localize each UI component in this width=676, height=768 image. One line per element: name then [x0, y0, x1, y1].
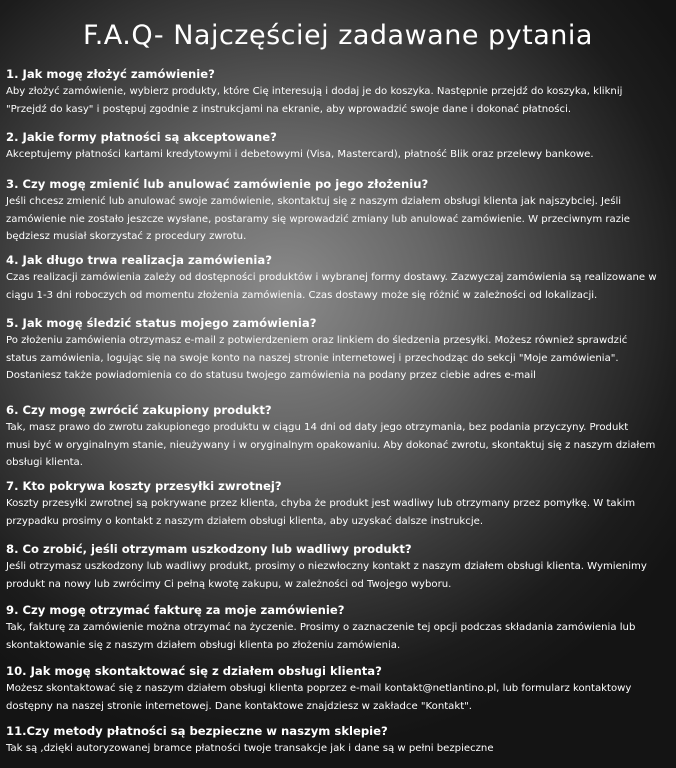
faq-item	[6, 402, 668, 472]
faq-item	[6, 315, 668, 385]
faq-answer: Tak, masz prawo do zwrotu zakupionego produktu w ciągu 14 dni od daty jego otrzymania, bez podania przyczyny. Produkt musi być w oryginalnym stanie, nieużywany i w oryginalnym opakowaniu. Aby dokonać zwrotu, skontaktuj się z naszym działem obsługi klienta.	[6, 422, 656, 469]
faq-question: 1. Jak mogę złożyć zamówienie?	[6, 67, 215, 81]
faq-item	[6, 663, 668, 715]
faq-answer: Jeśli chcesz zmienić lub anulować swoje zamówienie, skontaktuj się z naszym działem obsługi klienta jak najszybciej. Jeśli zamówienie nie zostało jeszcze wysłane, postaramy się wprowadzić zmiany lub anulować zamówienie. W przeciwnym razie będziesz musiał skorzystać z procedury zwrotu.	[6, 196, 631, 243]
faq-question: 11.Czy metody płatności są bezpieczne w naszym sklepie?	[6, 724, 388, 738]
faq-question: 9. Czy mogę otrzymać fakturę za moje zamówienie?	[6, 603, 345, 617]
faq-question: 6. Czy mogę zwrócić zakupiony produkt?	[6, 403, 272, 417]
faq-answer: Czas realizacji zamówienia zależy od dostępności produktów i wybranej formy dostawy. Zazwyczaj zamówienia są realizowane w ciągu 1-3 dni roboczych od momentu złożenia zamówienia. Czas dostawy może się różnić w zależności od lokalizacji.	[6, 272, 657, 301]
faq-answer: Jeśli otrzymasz uszkodzony lub wadliwy produkt, prosimy o niezwłoczny kontakt z naszym działem obsługi klienta. Wymienimy produkt na nowy lub zwrócimy Ci pełną kwotę zakupu, w zależności od Twojego wyboru.	[6, 561, 647, 590]
faq-question: 4. Jak długo trwa realizacja zamówienia?	[6, 253, 272, 267]
faq-question: 2. Jakie formy płatności są akceptowane?	[6, 130, 277, 144]
faq-item	[6, 478, 668, 530]
faq-question: 3. Czy mogę zmienić lub anulować zamówienie po jego złożeniu?	[6, 177, 429, 191]
faq-question: 7. Kto pokrywa koszty przesyłki zwrotnej?	[6, 479, 282, 493]
faq-item	[6, 723, 668, 758]
faq-item	[6, 541, 668, 593]
faq-item	[6, 66, 668, 118]
faq-question: 8. Co zrobić, jeśli otrzymam uszkodzony lub wadliwy produkt?	[6, 542, 412, 556]
faq-item	[6, 129, 668, 164]
page-title: F.A.Q- Najczęściej zadawane pytania	[83, 20, 593, 51]
faq-question: 10. Jak mogę skontaktować się z działem obsługi klienta?	[6, 664, 382, 678]
faq-answer: Możesz skontaktować się z naszym działem obsługi klienta poprzez e-mail kontakt@netlantino.pl, lub formularz kontaktowy dostępny na naszej stronie internetowej. Dane kontaktowe znajdziesz w zakładce "Kontakt".	[6, 683, 632, 712]
faq-item	[6, 176, 668, 246]
faq-item	[6, 602, 668, 654]
faq-answer: Tak są ,dzięki autoryzowanej bramce płatności twoje transakcje jak i dane są w pełni bezpieczne	[6, 743, 494, 754]
faq-answer: Aby złożyć zamówienie, wybierz produkty, które Cię interesują i dodaj je do koszyka. Następnie przejdź do koszyka, kliknij "Przejdź do kasy" i postępuj zgodnie z instrukcjami na ekranie, aby wprowadzić swoje dane i dokonać płatności.	[6, 86, 623, 115]
faq-answer: Tak, fakturę za zamówienie można otrzymać na życzenie. Prosimy o zaznaczenie tej opcji podczas składania zamówienia lub skontaktowanie się z naszym działem obsługi klienta po złożeniu zamówienia.	[6, 622, 636, 651]
faq-answer: Akceptujemy płatności kartami kredytowymi i debetowymi (Visa, Mastercard), płatność Blik oraz przelewy bankowe.	[6, 149, 594, 160]
faq-answer: Koszty przesyłki zwrotnej są pokrywane przez klienta, chyba że produkt jest wadliwy lub otrzymany przez pomyłkę. W takim przypadku prosimy o kontakt z naszym działem obsługi klienta, aby uzyskać dalsze instrukcje.	[6, 498, 636, 527]
faq-answer: Po złożeniu zamówienia otrzymasz e-mail z potwierdzeniem oraz linkiem do śledzenia przesyłki. Możesz również sprawdzić status zamówienia, logując się na swoje konto na naszej stronie internetowej i przechodząc do sekcji "Moje zamówienia". Dostaniesz także powiadomienia co do statusu twojego zamówienia na podany przez ciebie adres e-mail	[6, 335, 628, 382]
faq-item	[6, 252, 668, 304]
faq-question: 5. Jak mogę śledzić status mojego zamówienia?	[6, 316, 317, 330]
